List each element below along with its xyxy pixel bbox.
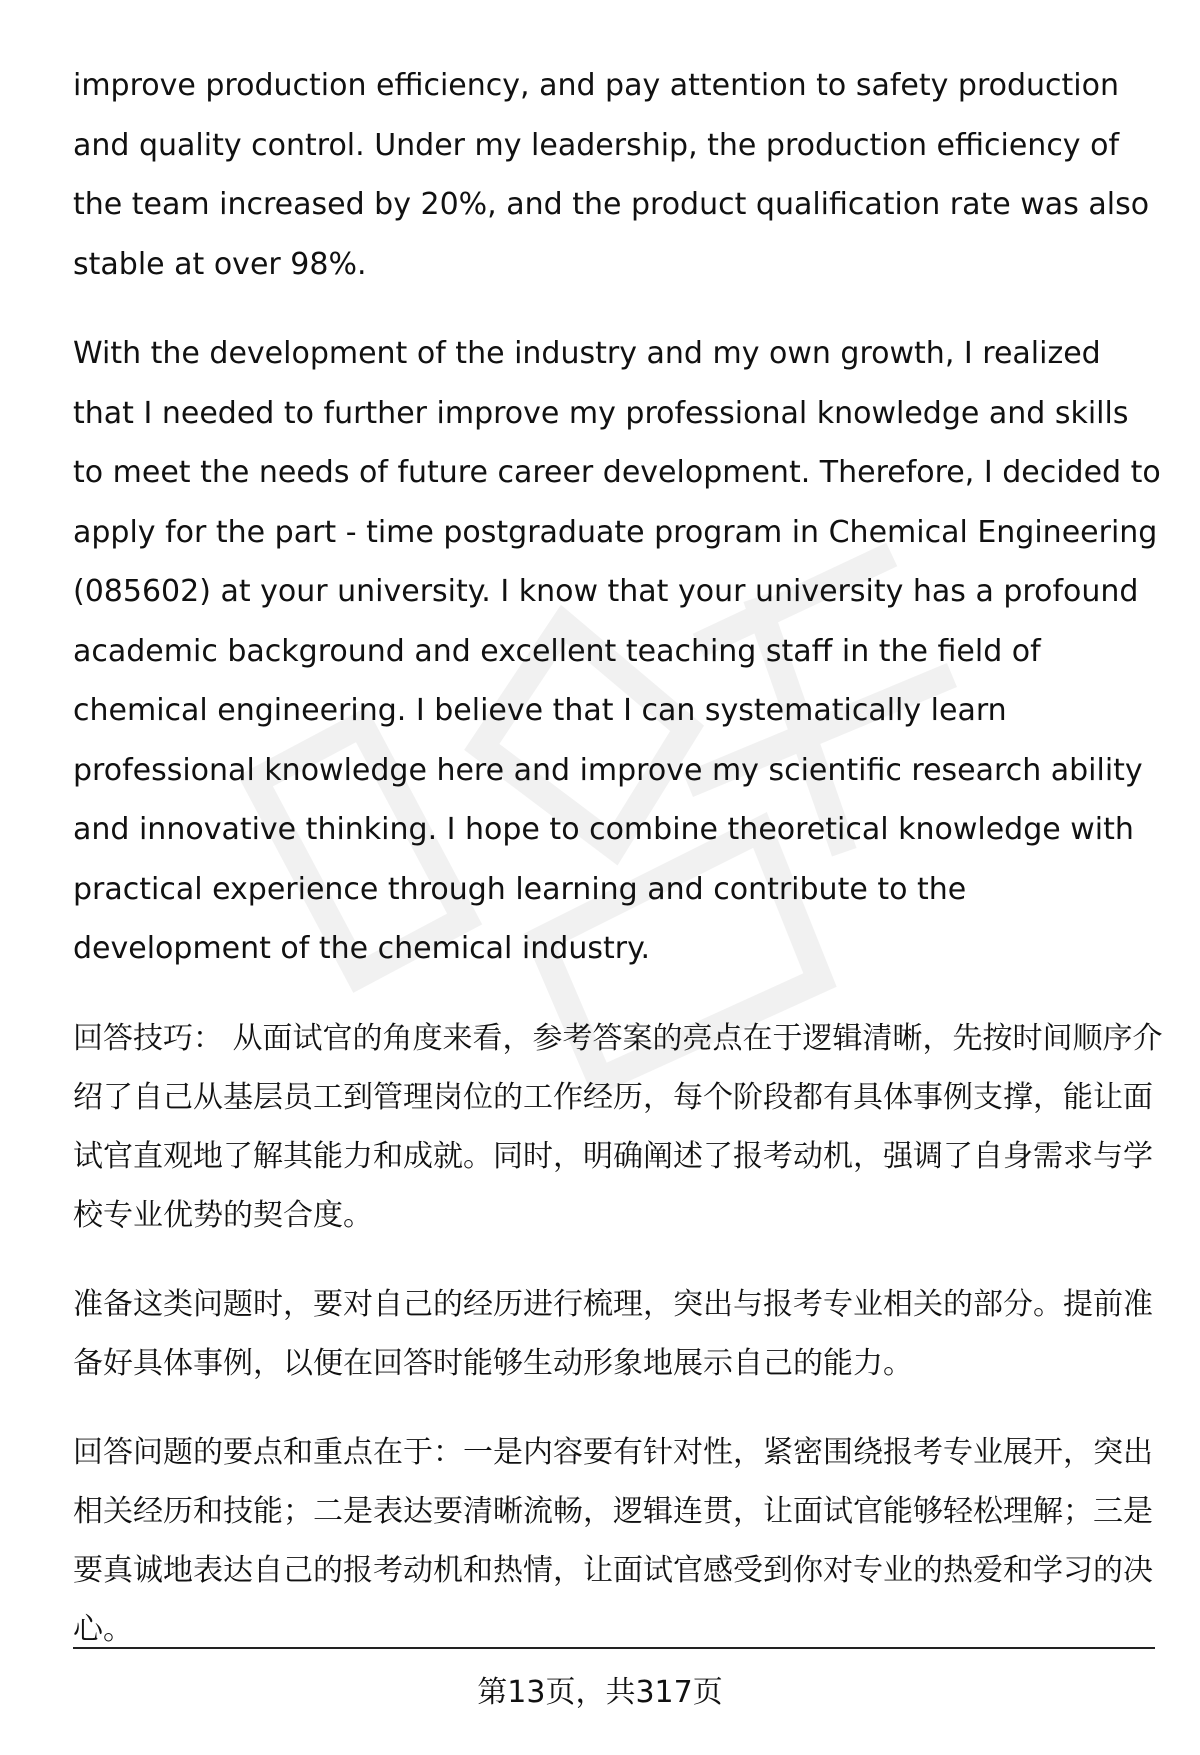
page-number: 第13页，共317页	[477, 1675, 723, 1710]
document-body	[73, 56, 1163, 1659]
paragraph-preparation: 准备这类问题时，要对自己的经历进行梳理，突出与报考专业相关的部分。提前准备好具体事例，以便在回答时能够生动形象地展示自己的能力。	[73, 1286, 1153, 1381]
footer-divider	[73, 1647, 1155, 1649]
paragraph-answer-tips: 回答技巧： 从面试官的角度来看，参考答案的亮点在于逻辑清晰，先按时间顺序介绍了自己从基层员工到管理岗位的工作经历，每个阶段都有具体事例支撑，能让面试官直观地了解其能力和成就。同时，明确阐述了报考动机，强调了自身需求与学校专业优势的契合度。	[73, 1020, 1163, 1233]
paragraph-motivation: With the development of the industry and my own growth, I realized that I needed to further improve my professional knowledge and skills to meet the needs of future career development. Therefore, I decided to apply for the part - time postgraduate program in Chemical Engineering (085602) at your university. I know that your university has a profound academic background and excellent teaching staff in the field of chemical engineering. I believe that I can systematically learn professional knowledge here and improve my scientific research ability and innovative thinking. I hope to combine theoretical knowledge with practical experience through learning and contribute to the development of the chemical industry.	[73, 336, 1161, 966]
paragraph-experience-end: improve production efficiency, and pay attention to safety production and quality control. Under my leadership, the production efficiency of the team increased by 20%, and the product qualification rate was also stable at over 98%.	[73, 68, 1150, 282]
paragraph-key-points: 回答问题的要点和重点在于：一是内容要有针对性，紧密围绕报考专业展开，突出相关经历和技能；二是表达要清晰流畅，逻辑连贯，让面试官能够轻松理解；三是要真诚地表达自己的报考动机和热情，让面试官感受到你对专业的热爱和学习的决心。	[73, 1434, 1153, 1647]
